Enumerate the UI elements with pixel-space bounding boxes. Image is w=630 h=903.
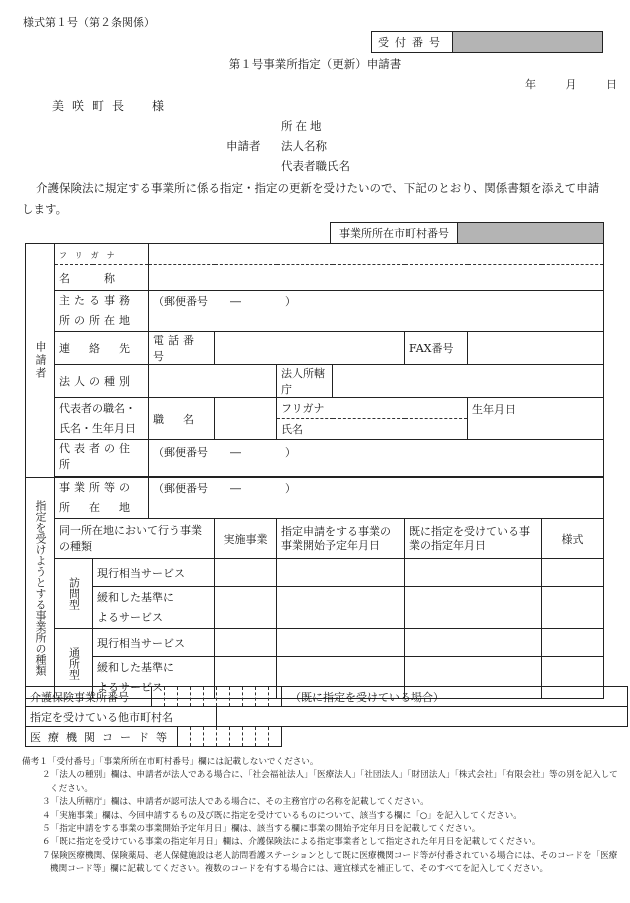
medical-code-blank [282, 727, 628, 747]
day-current-format[interactable] [542, 629, 604, 657]
visit-current-format[interactable] [542, 559, 604, 587]
office-municipality-number-field[interactable] [458, 223, 603, 243]
remarks [22, 756, 618, 877]
visit-relaxed-label: 緩和した基準に よるサービス [93, 587, 215, 629]
medical-code-digit[interactable] [191, 727, 204, 747]
remark-item: ４「実施事業」欄は、今回申請するもの及び既に指定を受けているものについて、該当する欄に「○」を記入してください。 [42, 810, 522, 821]
receipt-number-label: 受付番号 [372, 32, 453, 52]
receipt-number-box [371, 31, 603, 53]
date-day: 日 [606, 78, 617, 91]
office-location-field[interactable] [149, 478, 604, 519]
office-municipality-number-box [330, 222, 604, 244]
implemented-header: 実施事業 [215, 519, 277, 559]
birthdate-field[interactable] [468, 398, 604, 440]
medical-code-digit[interactable] [204, 727, 217, 747]
already-designated-note: （既に指定を受けている場合） [282, 687, 628, 707]
care-number-digit[interactable] [217, 687, 230, 707]
remark-item: ２「法人の種別」欄は、申請者が法人である場合に、「社会福祉法人」「医療法人」「社団法人」「財団法人」「株式会社」「有限会社」等の別を記入してください。 [42, 770, 618, 794]
phone-label: 電話番号 [149, 332, 215, 365]
medical-code-digit[interactable] [178, 727, 191, 747]
position-label: 職 名 [149, 398, 215, 440]
phone-field[interactable] [215, 332, 405, 365]
applicant-label: 申請者 [226, 139, 261, 153]
corp-agency-label: 法人所轄庁 [277, 365, 333, 398]
care-number-digit[interactable] [256, 687, 269, 707]
medical-code-digit[interactable] [230, 727, 243, 747]
remark-item: 備考１「受付番号」「事業所所在市町村番号」欄には記載しないでください。 [22, 757, 319, 767]
care-number-digit[interactable] [269, 687, 282, 707]
remark-item: ６「既に指定を受けている事業の指定年月日」欄は、介護保険法による指定事業者として指定された年月日を記載してください。 [42, 837, 541, 848]
receipt-number-field[interactable] [453, 32, 602, 52]
main-office-address-label: 主たる事務 所の所在地 [55, 291, 149, 332]
rep-address-field[interactable] [149, 440, 604, 477]
representative-label: 代表者の職名・ 氏名・生年月日 [55, 398, 149, 440]
application-date [525, 76, 617, 92]
position-field[interactable] [215, 398, 277, 440]
care-number-digit[interactable] [230, 687, 243, 707]
visit-current-label: 現行相当サービス [93, 559, 215, 587]
medical-code-label: 医療機関コード等 [26, 727, 178, 747]
office-municipality-number-label: 事業所所在市町村番号 [331, 223, 458, 243]
name-field[interactable] [149, 265, 604, 291]
date-year: 年 [525, 78, 536, 91]
office-location-postal: （郵便番号 ― ） [153, 482, 297, 495]
fax-label: FAX番号 [405, 332, 468, 365]
day-current-designated[interactable] [405, 629, 542, 657]
furigana-label: フリガナ [55, 244, 149, 265]
visit-relaxed-format[interactable] [542, 587, 604, 629]
corp-agency-field[interactable] [333, 365, 604, 398]
remark-item: ３「法人所轄庁」欄は、申請者が認可法人である場合に、その主務官庁の名称を記載してください。 [42, 797, 429, 808]
rep-address-label: 代表者の住所 [55, 440, 149, 477]
main-office-postal: （郵便番号 ― ） [153, 295, 297, 308]
medical-code-digit[interactable] [269, 727, 282, 747]
day-current-label: 現行相当サービス [93, 629, 215, 657]
other-city-field[interactable] [217, 707, 628, 727]
start-date-header: 指定申請をする事業の事業開始予定年月日 [277, 519, 405, 559]
day-current-implemented[interactable] [215, 629, 277, 657]
corp-type-label: 法人の種別 [55, 365, 149, 398]
fax-field[interactable] [468, 332, 604, 365]
rep-address-postal: （郵便番号 ― ） [153, 446, 297, 459]
care-number-digit[interactable] [178, 687, 191, 707]
contact-label: 連 絡 先 [55, 332, 149, 365]
care-number-label: 介護保険事業所番号 [26, 687, 152, 707]
bottom-table [25, 686, 628, 747]
service-section-label: 指定を受けようとする事業所の種類 [26, 478, 55, 699]
office-location-label: 事業所等の 所 在 地 [55, 478, 149, 519]
visit-relaxed-implemented[interactable] [215, 587, 277, 629]
rep-fullname[interactable]: 氏名 [277, 419, 468, 440]
care-number-digit[interactable] [152, 687, 165, 707]
day-type-label: 通所型 [55, 629, 93, 699]
main-office-address-field[interactable] [149, 291, 604, 332]
medical-code-digit[interactable] [256, 727, 269, 747]
visit-relaxed-start[interactable] [277, 587, 405, 629]
applicant-address-label: 所在地 [281, 119, 325, 133]
medical-code-digit[interactable] [217, 727, 230, 747]
corp-type-field[interactable] [149, 365, 277, 398]
business-type-header: 同一所在地において行う事業の種類 [55, 519, 215, 559]
date-month: 月 [565, 78, 577, 91]
visit-current-start[interactable] [277, 559, 405, 587]
care-number-digit[interactable] [165, 687, 178, 707]
visit-relaxed-designated[interactable] [405, 587, 542, 629]
medical-code-digit[interactable] [243, 727, 256, 747]
other-city-label: 指定を受けている他市町村名 [26, 707, 217, 727]
care-number-digit[interactable] [243, 687, 256, 707]
applicant-rep-name-label: 代表者職氏名 [281, 159, 350, 173]
care-number-digit[interactable] [191, 687, 204, 707]
designated-date-header: 既に指定を受けている事業の指定年月日 [405, 519, 542, 559]
format-header: 様式 [542, 519, 604, 559]
addressee: 美咲町長 様 [52, 99, 173, 113]
visit-current-designated[interactable] [405, 559, 542, 587]
visit-current-implemented[interactable] [215, 559, 277, 587]
furigana-field[interactable] [149, 244, 604, 265]
day-relaxed-label: 緩和した基準に よるサービス [93, 657, 215, 699]
application-table [25, 243, 604, 699]
remark-item: ７保険医療機関、保険薬局、老人保健施設は老人訪問看護ステーションとして既に医療機関コード等が付番されている場合には、そのコードを「医療機関コード等」欄に記載してください。複数のコードを有する場合には、適宜様式を補正して、そのすべてを記入してください。 [42, 850, 618, 875]
remark-item: ５「指定申請をする事業の事業開始予定年月日」欄は、該当する欄に事業の開始予定年月日を記載してください。 [42, 824, 481, 835]
applicant-section-label: 申請者 [26, 244, 55, 478]
document-title: 第１号事業所指定（更新）申請書 [228, 57, 402, 71]
birthdate-label: 生年月日 [472, 403, 517, 416]
application-statement: 介護保険法に規定する事業所に係る指定・指定の更新を受けたいので、下記のとおり、関係書類を添えて申請します。 [22, 181, 600, 216]
form-number: 様式第１号（第２条関係） [23, 16, 155, 29]
name-label: 名 称 [55, 265, 149, 291]
visit-type-label: 訪問型 [55, 559, 93, 629]
applicant-corp-name-label: 法人名称 [281, 139, 327, 153]
rep-furigana[interactable]: フリガナ [277, 398, 468, 419]
care-number-digit[interactable] [204, 687, 217, 707]
day-current-start[interactable] [277, 629, 405, 657]
